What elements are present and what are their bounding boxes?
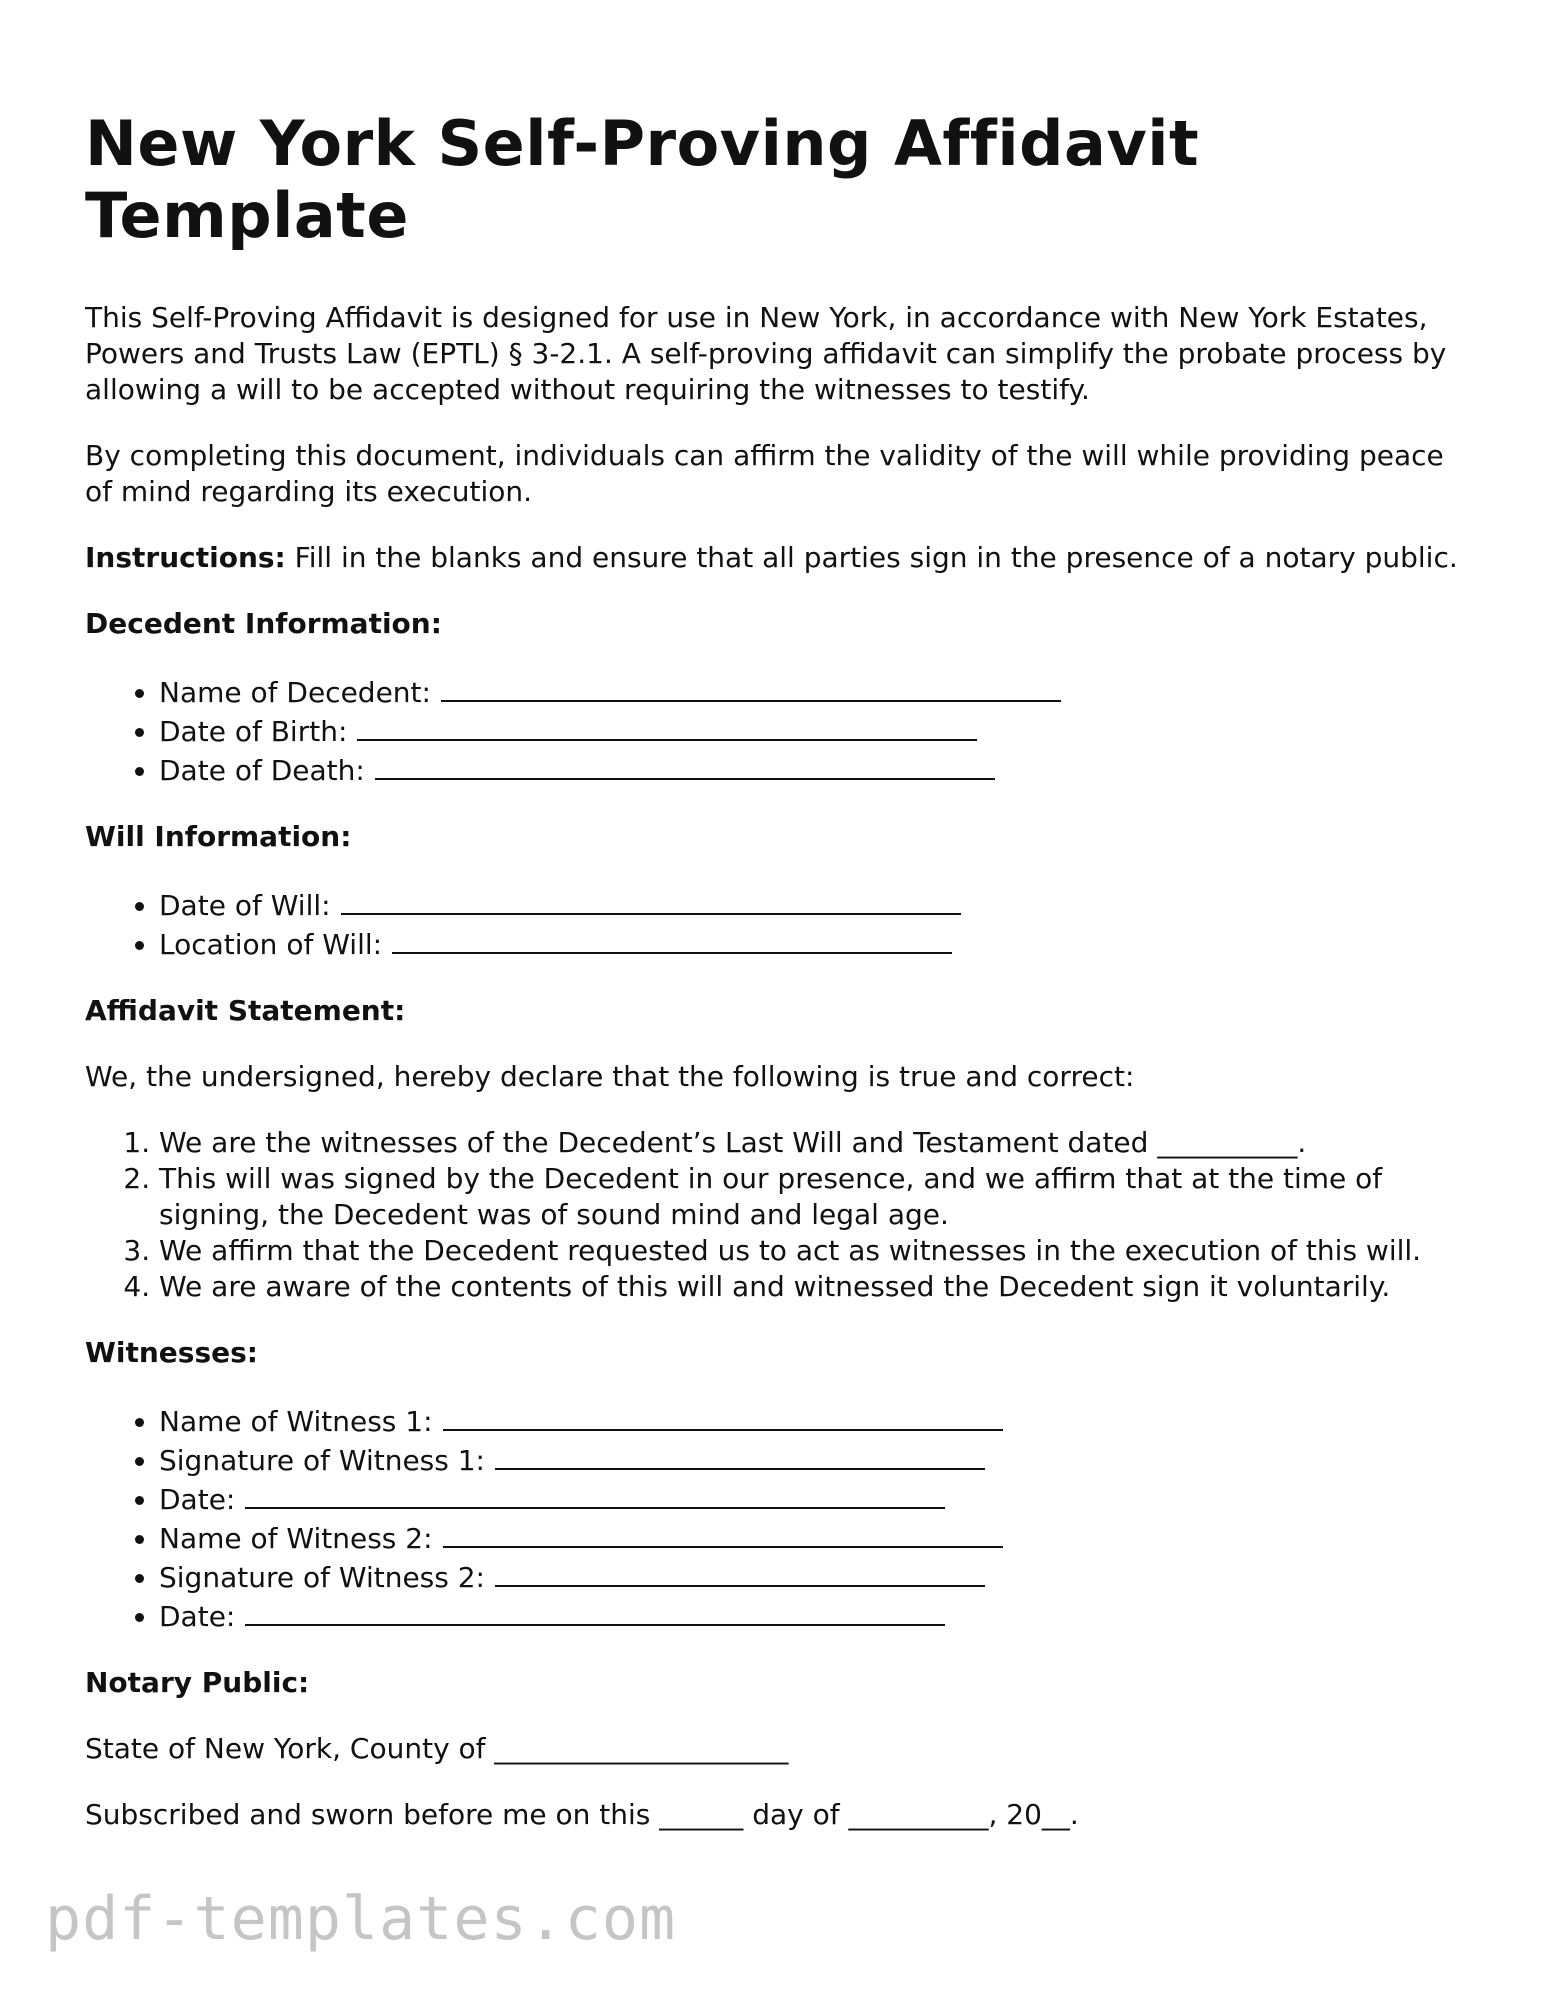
list-item: • Date: [159,1479,1465,1518]
list-item: • Date of Death: [159,750,1465,789]
witness-1-signature-field[interactable] [495,1440,985,1470]
will-heading: Will Information: [85,820,352,853]
list-item: • Name of Decedent: [159,672,1465,711]
list-item: 3. We affirm that the Decedent requested us to act as witnesses in the execution of this will. [159,1233,1465,1269]
list-item: • Date of Will: [159,885,1465,924]
document-title: New York Self-Proving Affidavit Template [85,107,1200,252]
decedent-heading: Decedent Information: [85,607,442,640]
instructions-paragraph [85,540,1465,576]
witness-2-name-field[interactable] [443,1518,1003,1548]
notary-sworn: Subscribed and sworn before me on this ______ day of __________, 20__. [85,1798,1079,1831]
list-item: • Name of Witness 2: [159,1518,1465,1557]
witness-1-name-field[interactable] [443,1401,1003,1431]
date-of-will-field[interactable] [341,885,961,915]
date-of-birth-field[interactable] [357,711,977,741]
list-item: • Signature of Witness 2: [159,1557,1465,1596]
witness-2-signature-field[interactable] [495,1557,985,1587]
affidavit-heading: Affidavit Statement: [85,994,406,1027]
location-of-will-field[interactable] [392,924,952,954]
notary-county: State of New York, County of _____________________ [85,1732,789,1765]
list-item: • Name of Witness 1: [159,1401,1465,1440]
will-list [85,885,1465,963]
intro-paragraph: This Self-Proving Affidavit is designed for use in New York, in accordance with New York Estates, Powers and Trusts Law (EPTL) § 3-2.1. A self-proving affidavit can simplify the probate process by allowing a will to be accepted without requiring the witnesses to testify. [85,301,1447,406]
list-item: • Date of Birth: [159,711,1465,750]
affidavit-intro: We, the undersigned, hereby declare that the following is true and correct: [85,1060,1135,1093]
notary-heading: Notary Public: [85,1666,310,1699]
document-page [85,108,1465,1863]
instructions-label: Instructions: [85,541,286,574]
list-item: • Location of Will: [159,924,1465,963]
witness-2-date-field[interactable] [245,1596,945,1626]
purpose-paragraph: By completing this document, individuals can affirm the validity of the will while providing peace of mind regarding its execution. [85,439,1444,508]
affidavit-list [85,1125,1465,1305]
decedent-list [85,672,1465,789]
instructions-text: Fill in the blanks and ensure that all parties sign in the presence of a notary public. [285,541,1458,574]
date-of-death-field[interactable] [375,750,995,780]
list-item: • Signature of Witness 1: [159,1440,1465,1479]
list-item: 4. We are aware of the contents of this will and witnessed the Decedent sign it voluntarily. [159,1269,1465,1305]
watermark-logo: pdf-templates.com [45,1884,677,1954]
witness-1-date-field[interactable] [245,1479,945,1509]
list-item: 2. This will was signed by the Decedent in our presence, and we affirm that at the time of signing, the Decedent was of sound mind and legal age. [159,1161,1465,1233]
witnesses-heading: Witnesses: [85,1336,258,1369]
list-item: 1. We are the witnesses of the Decedent’s Last Will and Testament dated __________. [159,1125,1465,1161]
witnesses-list [85,1401,1465,1635]
list-item: • Date: [159,1596,1465,1635]
name-of-decedent-field[interactable] [441,672,1061,702]
